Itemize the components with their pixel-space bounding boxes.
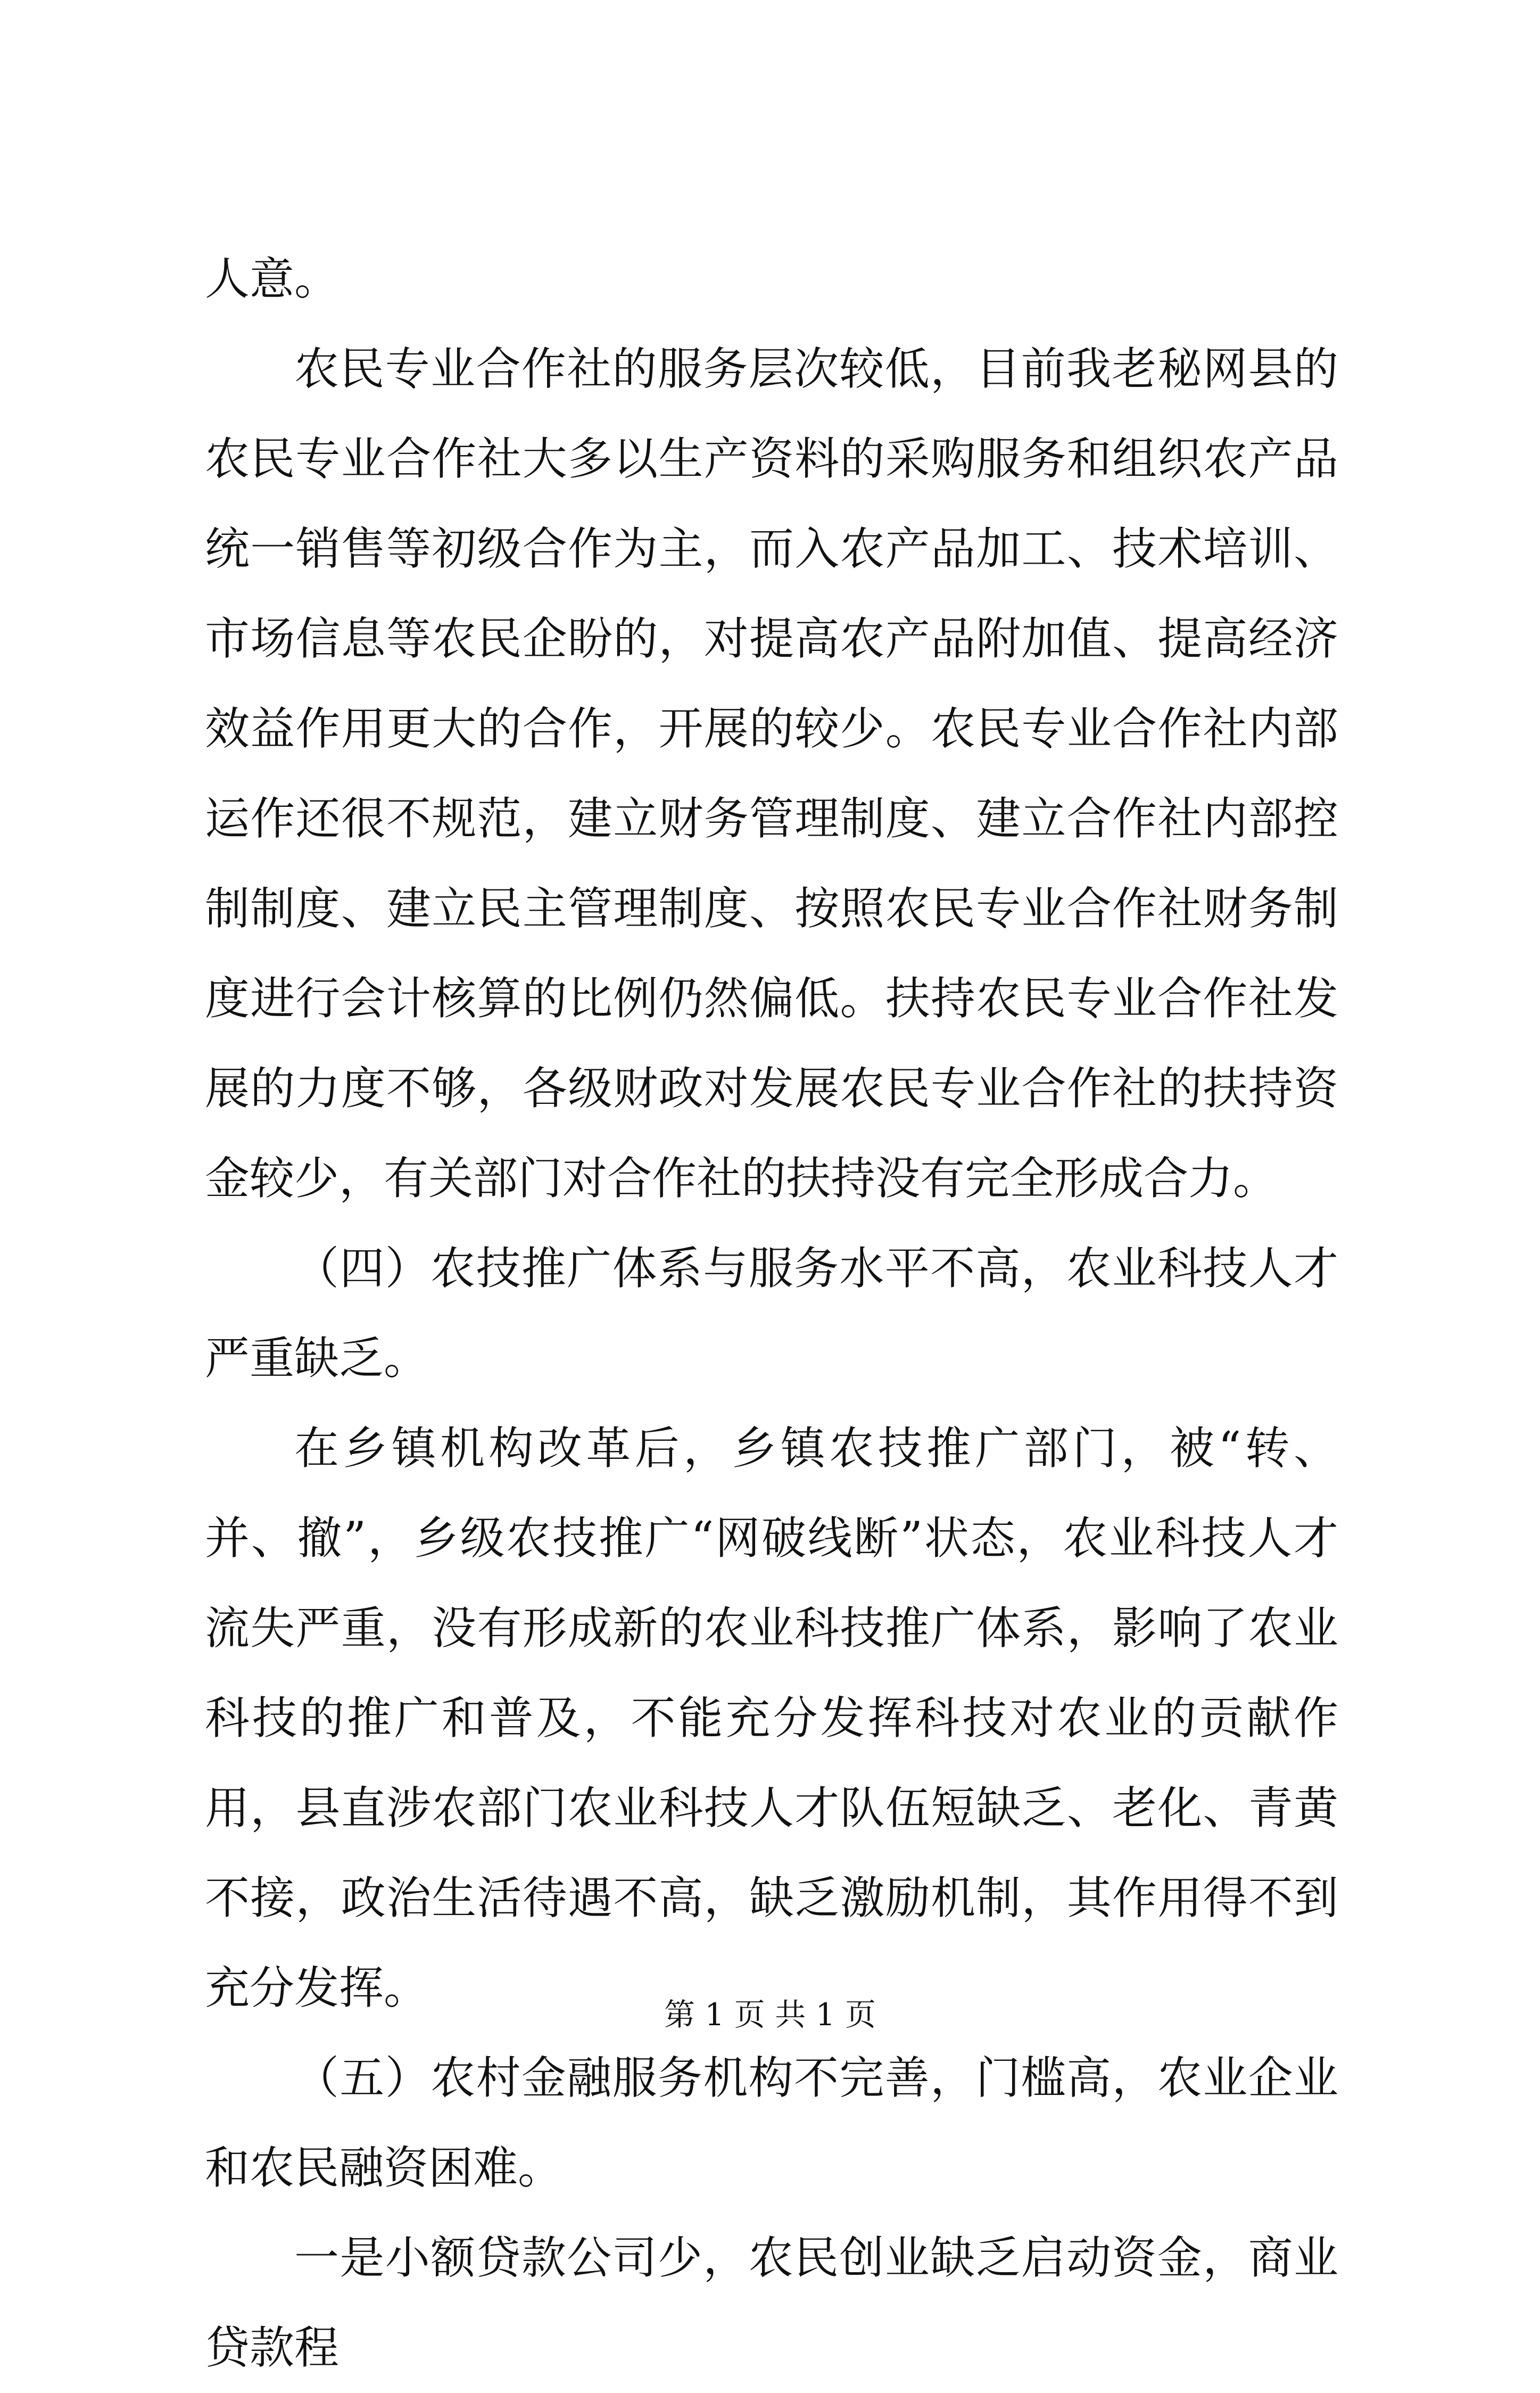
section-heading-5: （五）农村金融服务机构不完善，门槛高，农业企业和农民融资困难。 bbox=[205, 2052, 1338, 2194]
paragraph-continuation: 人意。 bbox=[205, 253, 340, 305]
paragraph-microloans: 一是小额贷款公司少，农民创业缺乏启动资金，商业贷款程 bbox=[205, 2232, 1338, 2374]
section-heading-4: （四）农技推广体系与服务水平不高，农业科技人才严重缺乏。 bbox=[205, 1242, 1338, 1384]
paragraph-cooperatives: 农民专业合作社的服务层次较低，目前我老秘网县的农民专业合作社大多以生产资料的采购服务和组织农产品统一销售等初级合作为主，而入农产品加工、技术培训、市场信息等农民企盼的，对提高农产品附加值、提高经济效益作用更大的合作，开展的较少。农民专业合作社内部运作还很不规范，建立财务管理制度、建立合作社内部控制制度、建立民主管理制度、按照农民专业合作社财务制度进行会计核算的比例仍然偏低。扶持农民专业合作社发展的力度不够，各级财政对发展农民专业合作社的扶持资金较少，有关部门对合作社的扶持没有完全形成合力。 bbox=[205, 343, 1338, 1204]
paragraph-agri-tech: 在乡镇机构改革后，乡镇农技推广部门，被“转、并、撤”，乡级农技推广“网破线断”状态，农业科技人才流失严重，没有形成新的农业科技推广体系，影响了农业科技的推广和普及，不能充分发挥科技对农业的贡献作用，县直涉农部门农业科技人才队伍短缺乏、老化、青黄不接，政治生活待遇不高，缺乏激励机制，其作用得不到充分发挥。 bbox=[205, 1422, 1338, 2014]
page-footer: 第 1 页 共 1 页 bbox=[664, 1996, 876, 2033]
document-body bbox=[205, 234, 1338, 2393]
